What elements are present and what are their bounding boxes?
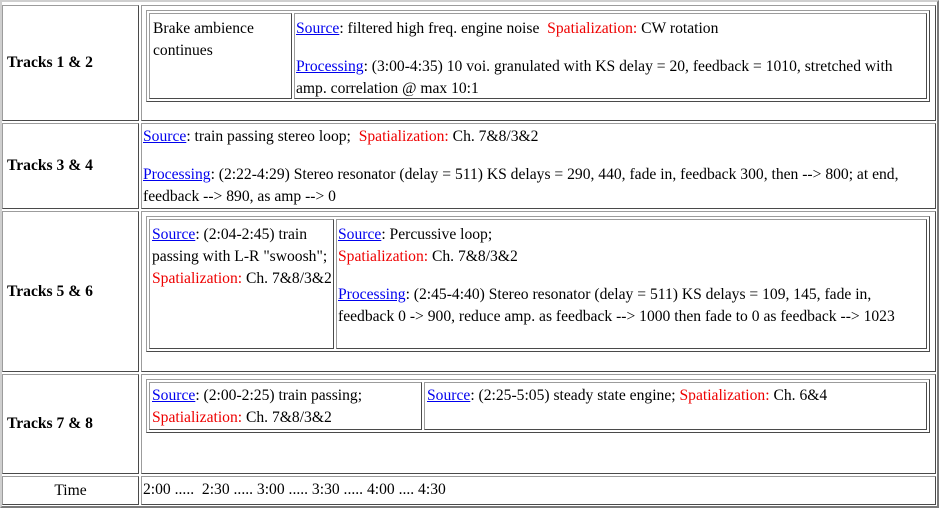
source-link[interactable]: Source (427, 387, 471, 404)
spatialization-label: Spatialization: (152, 270, 243, 287)
source-text: : (2:04-2:45) train passing with L-R "swoosh"; (152, 226, 328, 265)
spatialization-value: Ch. 6&4 (769, 387, 828, 404)
spatialization-value: Ch. 7&8/3&2 (428, 248, 518, 265)
inner-table (146, 216, 930, 352)
processing-link[interactable]: Processing (143, 166, 211, 183)
spatialization-label: Spatialization: (338, 248, 429, 265)
row-content-tracks-1-2 (141, 5, 936, 121)
row-label-text: Tracks 3 & 4 (7, 157, 93, 174)
inner-table (146, 10, 930, 102)
source-text: : train passing stereo loop; (186, 128, 351, 145)
source-link[interactable]: Source (152, 387, 196, 404)
detail-cell (294, 13, 927, 99)
source-line (152, 385, 420, 429)
source-line (296, 18, 922, 40)
source-line (427, 385, 925, 407)
source-link[interactable]: Source (143, 128, 187, 145)
source-line (338, 224, 923, 268)
source-line (152, 224, 332, 290)
processing-text: : (2:22-4:29) Stereo resonator (delay = 511) KS delays = 290, 440, fade in, feedback 300, then --> 800; at end, feedback --> 890, as amp --> 0 (143, 166, 899, 205)
source-line (143, 126, 933, 148)
processing-link[interactable]: Processing (296, 58, 364, 75)
row-label-text: Tracks 5 & 6 (7, 282, 93, 300)
source-link[interactable]: Source (296, 20, 340, 37)
train-cell (149, 382, 422, 430)
row-content-tracks-5-6 (141, 211, 936, 372)
engine-cell (424, 382, 927, 430)
spatialization-value: Ch. 7&8/3&2 (242, 270, 332, 287)
spatialization-label: Spatialization: (547, 20, 638, 37)
time-axis-cell (141, 476, 936, 505)
row-content-tracks-7-8 (141, 374, 936, 474)
row-label-tracks-1-2 (2, 5, 139, 121)
time-axis: 2:00 ..... 2:30 ..... 3:00 ..... 3:30 ..... 4:00 .... 4:30 (143, 481, 446, 498)
spatialization-label: Spatialization: (358, 128, 449, 145)
spatialization-label: Spatialization: (152, 409, 243, 426)
spatialization-label: Spatialization: (679, 387, 770, 404)
row-content-tracks-3-4 (141, 123, 936, 209)
spatialization-value: Ch. 7&8/3&2 (448, 128, 539, 145)
row-label-text: Tracks 1 & 2 (7, 54, 93, 71)
time-label-cell (2, 476, 139, 505)
percussive-cell (336, 219, 927, 349)
spatialization-value: CW rotation (637, 20, 719, 37)
source-text: : filtered high freq. engine noise (339, 20, 540, 37)
row-label-tracks-3-4 (2, 123, 139, 209)
source-text: : Percussive loop; (381, 226, 493, 243)
source-text: : (2:00-2:25) train passing; (195, 387, 363, 404)
source-link[interactable]: Source (338, 226, 382, 243)
processing-text: : (3:00-4:35) 10 voi. granulated with KS delay = 20, feedback = 1010, stretched with amp. correlation @ max 10:1 (296, 58, 893, 97)
swoosh-cell (149, 219, 334, 349)
processing-link[interactable]: Processing (338, 286, 406, 303)
processing-text: : (2:45-4:40) Stereo resonator (delay = 511) KS delays = 109, 145, fade in, feedback 0 -> 900, reduce amp. as feedback --> 1000 then fade to 0 as feedback --> 1023 (338, 286, 895, 325)
processing-line (338, 284, 918, 328)
row-label-text: Tracks 7 & 8 (7, 415, 93, 432)
inner-table (146, 379, 930, 433)
brake-text: Brake ambience continues (153, 20, 254, 59)
source-text: : (2:25-5:05) steady state engine; (470, 387, 676, 404)
time-label: Time (54, 481, 87, 499)
row-label-tracks-5-6 (2, 211, 139, 372)
processing-line (296, 56, 922, 100)
row-label-tracks-7-8 (2, 374, 139, 474)
source-link[interactable]: Source (152, 226, 196, 243)
processing-line (143, 164, 933, 208)
spatialization-value: Ch. 7&8/3&2 (242, 409, 332, 426)
brake-cell (149, 13, 292, 99)
